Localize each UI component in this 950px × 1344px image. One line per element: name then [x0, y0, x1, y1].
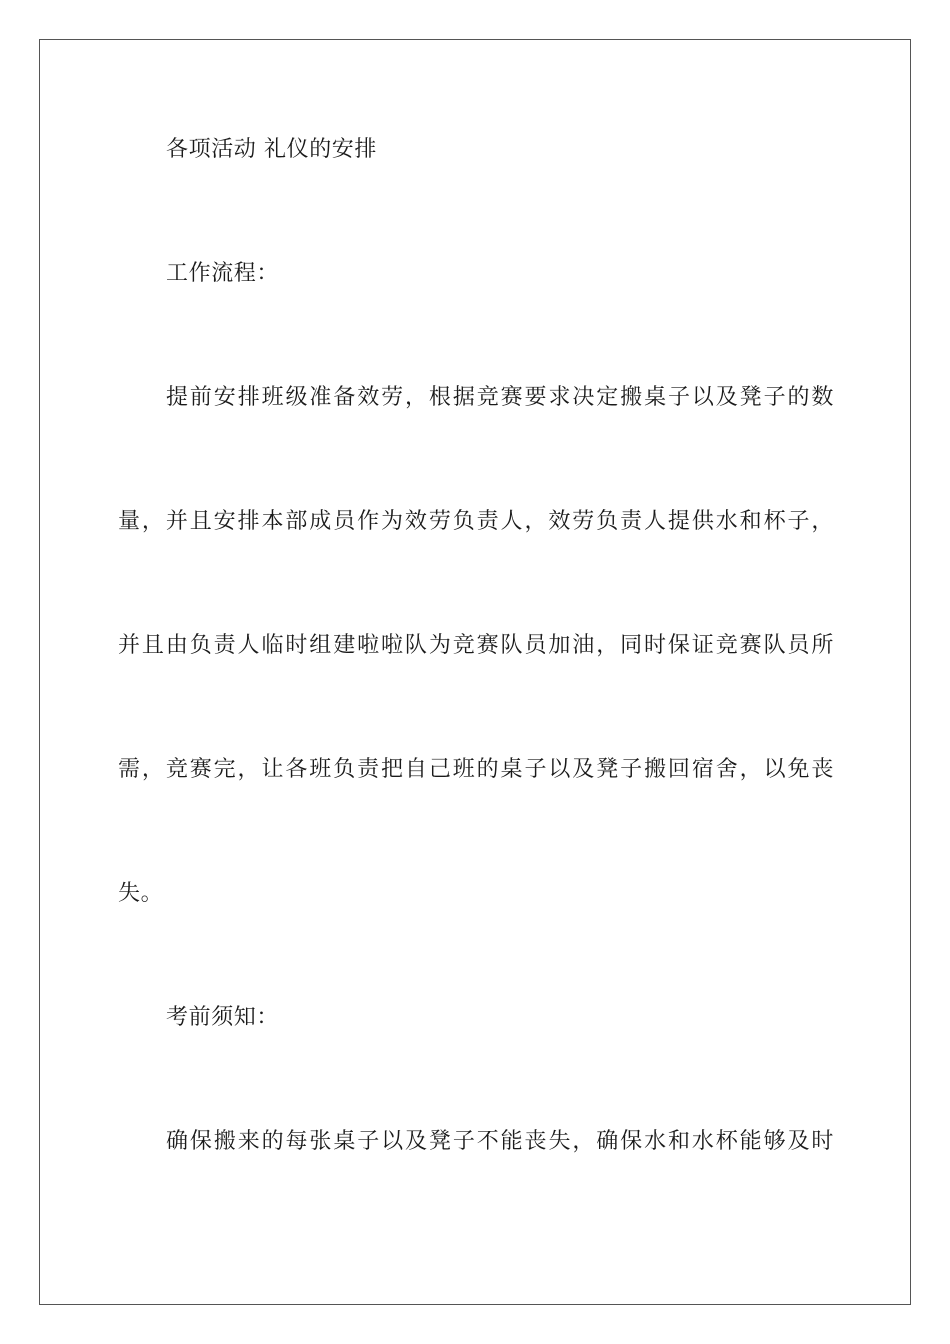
- paragraph-line-5: 失。: [118, 881, 164, 906]
- page-frame: [39, 39, 911, 1305]
- section-heading-notes: 考前须知：: [166, 1005, 280, 1030]
- paragraph-line-4: 需，竞赛完，让各班负责把自己班的桌子以及凳子搬回宿舍，以免丧: [118, 757, 834, 782]
- section-heading-workflow: 工作流程：: [166, 261, 280, 286]
- paragraph-line-1: 提前安排班级准备效劳，根据竞赛要求决定搬桌子以及凳子的数: [166, 385, 834, 410]
- paragraph-line-3: 并且由负责人临时组建啦啦队为竞赛队员加油，同时保证竞赛队员所: [118, 633, 834, 658]
- section-heading-activities: 各项活动 礼仪的安排: [166, 137, 377, 162]
- paragraph-line-2: 量，并且安排本部成员作为效劳负责人，效劳负责人提供水和杯子，: [118, 509, 834, 534]
- notes-paragraph-line-1: 确保搬来的每张桌子以及凳子不能丧失，确保水和水杯能够及时: [166, 1129, 834, 1154]
